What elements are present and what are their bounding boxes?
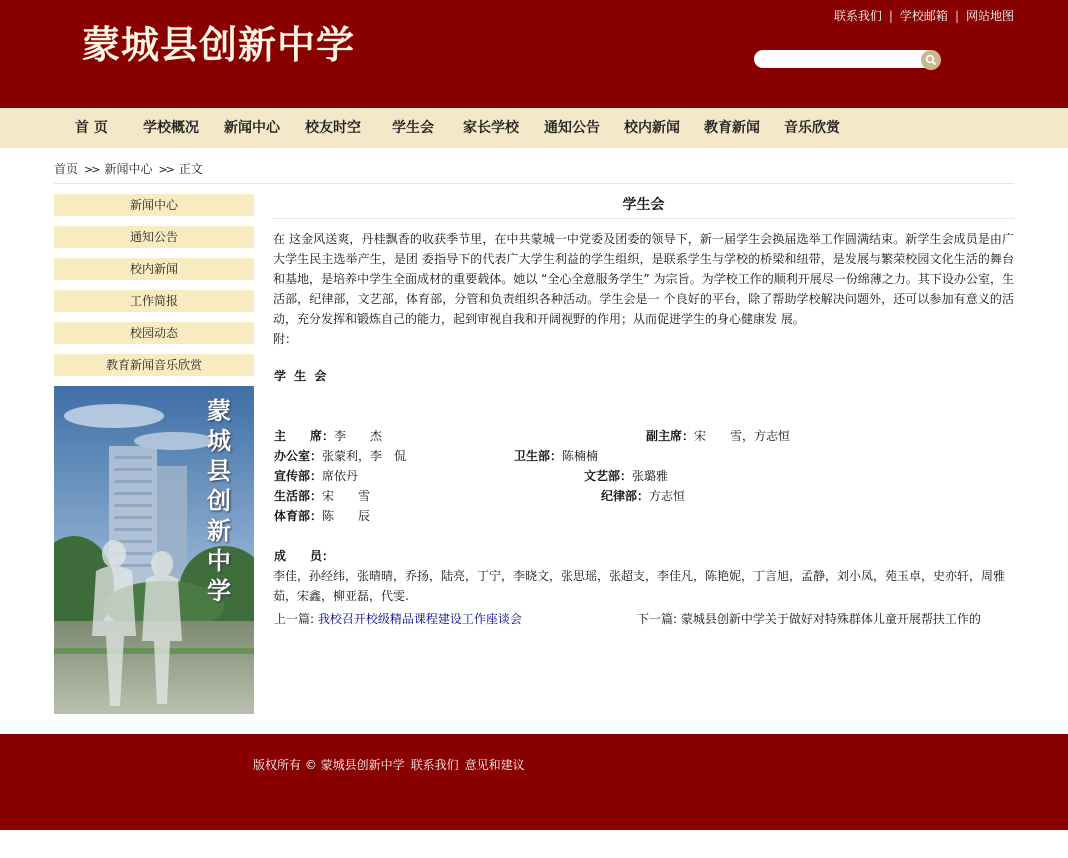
- article: [273, 194, 1014, 349]
- role-hygiene: 卫生部：陈楠楠: [514, 449, 599, 463]
- org-title: 学 生 会: [274, 369, 329, 383]
- role-life: 生活部：宋 雪: [274, 489, 371, 503]
- top-link-mail[interactable]: 学校邮箱: [899, 9, 948, 23]
- role-vice-chairman: 副主席：宋 雪，方志恒: [646, 429, 791, 443]
- sidebar-item-news-center[interactable]: 新闻中心: [54, 194, 254, 216]
- sidebar-item-work-briefs[interactable]: 工作简报: [54, 290, 254, 312]
- footer: [0, 734, 1068, 830]
- prev-article: [274, 609, 522, 629]
- site-logo[interactable]: 蒙城县创新中学: [82, 22, 356, 67]
- breadcrumb-home[interactable]: 首页: [54, 162, 79, 176]
- article-title: 学生会: [273, 194, 1014, 219]
- role-discipline: 纪律部：方志恒: [601, 489, 686, 503]
- search-icon: [925, 54, 937, 66]
- breadcrumb: [54, 160, 203, 177]
- top-links: 联系我们 | 学校邮箱 | 网站地图: [833, 9, 1014, 23]
- nav-campus-news[interactable]: 校内新闻: [624, 120, 680, 136]
- footer-contact-link[interactable]: 联系我们: [410, 758, 459, 772]
- nav-home[interactable]: 首 页: [75, 120, 108, 136]
- footer-copyright: 版权所有 © 蒙城县创新中学: [253, 758, 405, 772]
- prev-article-link[interactable]: 我校召开校级精品课程建设工作座谈会: [317, 612, 522, 626]
- breadcrumb-current: 正文: [178, 162, 203, 176]
- role-arts: 文艺部：张璐雅: [584, 469, 669, 483]
- top-link-sitemap[interactable]: 网站地图: [965, 9, 1014, 23]
- sidebar-item-campus-activities[interactable]: 校园动态: [54, 322, 254, 344]
- header: [0, 0, 1068, 108]
- banner-school-name: 蒙 城 县 创 新 中 学: [207, 396, 231, 605]
- nav-student-union[interactable]: 学生会: [392, 120, 434, 136]
- role-office: 办公室：张蒙利，李 侃: [274, 449, 407, 463]
- footer-feedback-link[interactable]: 意见和建议: [464, 758, 525, 772]
- main-nav: [0, 108, 1068, 148]
- search-button[interactable]: [921, 50, 941, 70]
- breadcrumb-section[interactable]: 新闻中心: [104, 162, 153, 176]
- nav-news-center[interactable]: 新闻中心: [224, 120, 280, 136]
- role-chairman: 主 席：李 杰: [274, 429, 383, 443]
- nav-notices[interactable]: 通知公告: [544, 120, 600, 136]
- nav-school-overview[interactable]: 学校概况: [143, 120, 199, 136]
- nav-parent-school[interactable]: 家长学校: [463, 120, 519, 136]
- prev-label: 上一篇:: [274, 612, 315, 626]
- sidebar-banner-image: [54, 386, 254, 714]
- members-list: 李佳，孙经纬，张晴晴，乔扬，陆亮，丁宁，李晓文，张思瑶，张超支，李佳凡，陈艳妮，丁言旭，孟静，刘小凤，苑玉卓，史亦轩，周雅茹，宋鑫，柳亚磊，代雯.: [273, 569, 1006, 603]
- members-label: 成 员：: [274, 549, 335, 563]
- next-article-link[interactable]: 蒙城县创新中学关于做好对特殊群体儿童开展帮扶工作的: [680, 612, 981, 626]
- article-attach: 附：: [273, 332, 298, 346]
- breadcrumb-separator: >>: [84, 163, 99, 176]
- role-sports: 体育部：陈 辰: [274, 509, 371, 523]
- next-label: 下一篇:: [637, 612, 678, 626]
- footer-text: [253, 756, 531, 773]
- sidebar: [54, 194, 254, 386]
- search-input[interactable]: [754, 50, 940, 68]
- sidebar-item-notices[interactable]: 通知公告: [54, 226, 254, 248]
- search-box: [754, 50, 940, 70]
- nav-education-news[interactable]: 教育新闻: [704, 120, 760, 136]
- sidebar-item-edu-music[interactable]: 教育新闻音乐欣赏: [54, 354, 254, 376]
- breadcrumb-separator: >>: [158, 163, 173, 176]
- nav-alumni[interactable]: 校友时空: [305, 120, 361, 136]
- nav-music[interactable]: 音乐欣赏: [784, 120, 840, 136]
- divider: [54, 183, 1014, 184]
- top-link-contact[interactable]: 联系我们: [833, 9, 882, 23]
- article-intro: 在 这金风送爽，丹桂飘香的收获季节里，在中共蒙城一中党委及团委的领导下，新一届学生会换届选举工作圆满结束。新学生会成员是由广大学生民主选举产生，是团 委指导下的代表广大学生利益的学生组织，是联系学生与学校的桥梁和纽带，是发展与繁荣校园文化生活的舞台和基地，是培养中学生全面成材的重要载体。她以 “全心全意服务学生” 为宗旨。为学校工作的顺利开展尽一份绵薄之力。其下设办公室，生活部，纪律部，文艺部，体育部，分管和负责组织各种活动。学生会是一 个良好的平台，除了帮助学校解决问题外，还可以参加有意义的活动，充分发挥和锻炼自己的能力，起到审视自我和开阔视野的作用；从而促进学生的身心健康发 展。: [273, 232, 1014, 326]
- role-publicity: 宣传部：席依丹: [274, 469, 359, 483]
- next-article: [637, 609, 981, 629]
- sidebar-item-campus-news[interactable]: 校内新闻: [54, 258, 254, 280]
